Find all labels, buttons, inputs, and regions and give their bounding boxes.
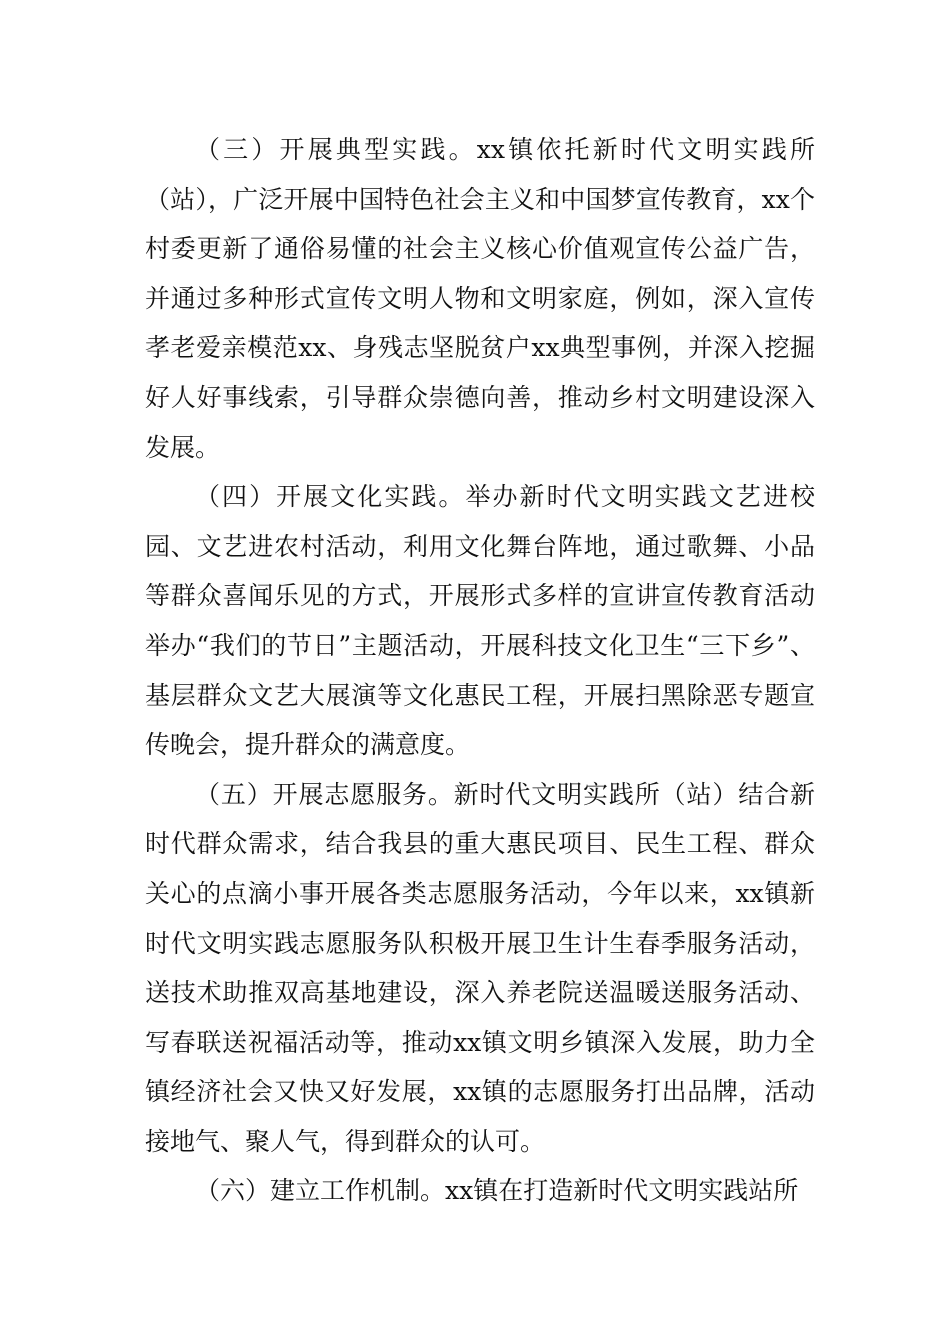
paragraph-typical-practice: （三）开展典型实践。xx镇依托新时代文明实践所（站），广泛开展中国特色社会主义和中国梦宣传教育，xx个村委更新了通俗易懂的社会主义核心价值观宣传公益广告，并通过多种形式宣传文明人物和文明家庭，例如，深入宣传孝老爱亲模范xx、身残志坚脱贫户xx典型事例，并深入挖掘好人好事线索，引导群众崇德向善，推动乡村文明建设深入发展。 — [145, 135, 815, 462]
paragraph-volunteer-service: （五）开展志愿服务。新时代文明实践所（站）结合新时代群众需求，结合我县的重大惠民项目、民生工程、群众关心的点滴小事开展各类志愿服务活动，今年以来，xx镇新时代文明实践志愿服务队积极开展卫生计生春季服务活动，送技术助推双高基地建设，深入养老院送温暖送服务活动、写春联送祝福活动等，推动xx镇文明乡镇深入发展，助力全镇经济社会又快又好发展，xx镇的志愿服务打出品牌，活动接地气、聚人气，得到群众的认可。 — [145, 779, 815, 1156]
paragraph-cultural-practice: （四）开展文化实践。举办新时代文明实践文艺进校园、文艺进农村活动，利用文化舞台阵地，通过歌舞、小品等群众喜闻乐见的方式，开展形式多样的宣讲宣传教育活动举办“我们的节日”主题活动，开展科技文化卫生“三下乡”、基层群众文艺大展演等文化惠民工程，开展扫黑除恶专题宣传晚会，提升群众的满意度。 — [145, 482, 815, 760]
document-body — [145, 125, 815, 1216]
paragraph-work-mechanism: （六）建立工作机制。xx镇在打造新时代文明实践站所 — [195, 1176, 799, 1206]
